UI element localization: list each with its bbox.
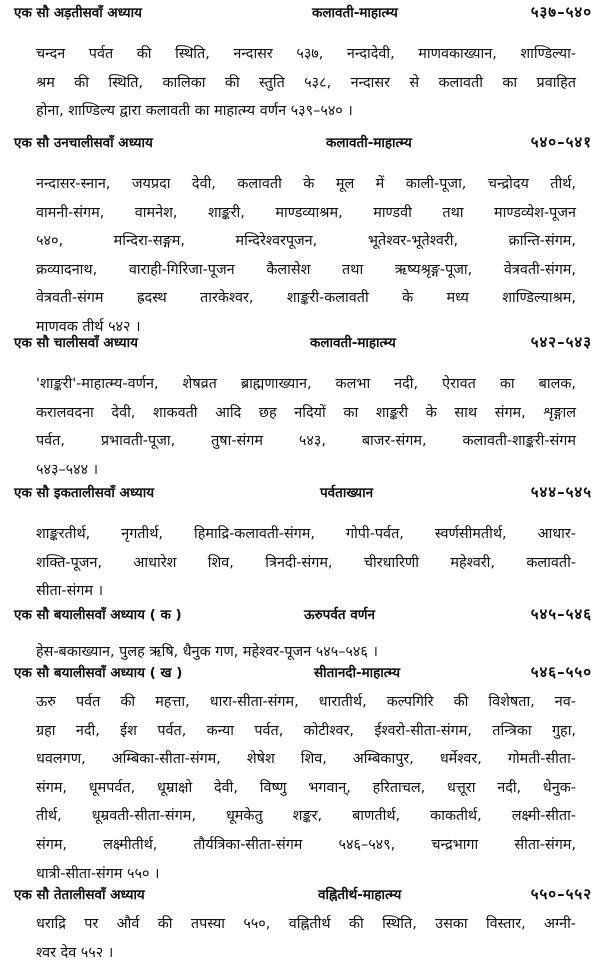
content-line: 'शाङ्करी'-माहात्म्य-वर्णन, शेषव्रत ब्राह्मणाख्यान, कलभा नदी, ऐरावत का बालक, (36, 376, 576, 392)
chapter-header (0, 882, 600, 906)
chapter-entry (0, 130, 600, 342)
content-line: संगम, धूमपर्वत, धूम्राक्षो देवी, विष्णु भगवान्, हरिताचल, धत्तूरा नदी, धेनुक- (36, 779, 576, 796)
chapter-title: सीतानदी-माहात्म्य (314, 665, 401, 681)
chapter-entry (0, 330, 600, 484)
chapter-entry (0, 480, 600, 606)
chapter-entry (0, 0, 600, 126)
content-line: ५४३–५४४ । (36, 461, 99, 478)
chapter-number: एक सौ चालीसवाँ अध्याय (14, 335, 138, 351)
content-line: शाङ्करतीर्थ, नृगतीर्थ, हिमाद्रि-कलावती-संगम, गोपी-पर्वत, स्वर्णसीमतीर्थ, आधार- (36, 526, 576, 542)
chapter-title: ऊरुपर्वत वर्णन (304, 607, 375, 623)
content-line: ऊरु पर्वत की महत्ता, धारा-सीता-संगम, धारातीर्थ, कल्पगिरि की विशेषता, नव- (36, 694, 576, 710)
content-line: सीता-संगम । (36, 583, 104, 600)
chapter-number: एक सौ उनचालीसवाँ अध्याय (14, 135, 153, 151)
content-line: माणवक तीर्थ ५४२ । (36, 318, 141, 335)
content-line: पर्वत, प्रभावती-पूजा, तुषा-संगम ५४३, बाजर-संगम, कलावती-शाङ्करी-संगम (36, 433, 576, 450)
content-line: क्रव्यादनाथ, वाराही-गिरिजा-पूजन कैलासेश तथा ऋष्यश्रृङ्ग-पूजा, वेत्रवती-संगम, (36, 261, 576, 278)
content-line: तीर्थ, धूम्रवती-सीता-संगम, धूमकेतु शङ्कर, बाणतीर्थ, काकतीर्थ, लक्ष्मी-सीता- (36, 808, 576, 825)
page-range: ५४०–५४१ (530, 133, 592, 151)
content-line: हेस-बकाख्यान, पुलह ऋषि, धैनुक गण, महेश्वर-पूजन ५४५–५४६ । (36, 644, 378, 660)
content-line: वामनी-संगम, वामनेश, शाङ्करी, माण्डव्याश्रम, माण्डवी तथा माण्डव्येश-पूजन (36, 204, 576, 221)
chapter-entry (0, 882, 600, 967)
chapter-header (0, 480, 600, 504)
chapter-title: कलावती-माहात्म्य (326, 135, 412, 151)
page-range: ५४५–५४६ (530, 605, 592, 623)
chapter-number: एक सौ अड़तीसवाँ अध्याय (14, 5, 142, 21)
content-line: नन्दासर-स्नान, जयप्रदा देवी, कलावती के मूल में काली-पूजा, चन्द्रोदय तीर्थ, (36, 176, 576, 192)
chapter-number: एक सौ इकतालीसवाँ अध्याय (14, 485, 155, 501)
content-line: धात्री-सीता-संगम ५५० । (36, 865, 160, 882)
chapter-title: वह्नितीर्थ-माहात्म्य (318, 887, 402, 903)
chapter-title: पर्वताख्यान (320, 485, 374, 501)
chapter-header (0, 660, 600, 684)
content-line: श्रम की स्थिति, कालिका की स्तुति ५३८, नन्दासर से कलावती का प्रवाहित (36, 74, 576, 91)
chapter-number: एक सौ बयालीसवाँ अध्याय ( ख ) (14, 665, 183, 681)
content-line: धराद्रि पर और्व की तपस्या ५५०, वह्नितीर्थ की स्थिति, उसका विस्तार, अग्नी- (36, 916, 576, 932)
page-range: ५४४–५४५ (530, 483, 592, 501)
content-line: होना, शाण्डिल्य द्वारा कलावती का माहात्म्य वर्णन ५३९–५४० । (36, 103, 353, 120)
chapter-header (0, 130, 600, 154)
content-line: वेत्रवती-संगम ह्रदस्थ तारकेश्वर, शाङ्करी-कलावती के मध्य शाण्डिल्याश्रम, (36, 290, 576, 307)
content-line: संगम, लक्ष्मीतीर्थ, तौर्यत्रिका-सीता-संगम ५४६–५४९, चन्द्रभागा सीता-संगम, (36, 836, 576, 853)
chapter-entry (0, 660, 600, 888)
chapter-title: कलावती-माहात्म्य (310, 335, 396, 351)
chapter-header (0, 602, 600, 626)
content-line: करालवदना देवी, शाकवती आदि छह नदियों का शाङ्करी के साथ संगम, शृङ्गाल (36, 404, 576, 421)
chapter-entry (0, 602, 600, 667)
chapter-title: कलावती-माहात्म्य (312, 5, 398, 21)
content-line: ग्रहा नदी, ईश पर्वत, कन्या पर्वत, कोटीश्वर, ईश्वरो-सीता-संगम, तन्त्रिका गुहा, (36, 722, 576, 739)
page-range: ५४२–५४३ (530, 333, 592, 351)
chapter-header (0, 0, 600, 24)
chapter-number: एक सौ बयालीसवाँ अध्याय ( क ) (14, 607, 182, 623)
chapter-number: एक सौ तेतालीसवाँ अध्याय (14, 887, 145, 903)
content-line: शक्ति-पूजन, आधारेश शिव, त्रिनदी-संगम, चीरधारिणी महेश्वरी, कलावती- (36, 554, 576, 571)
chapter-header (0, 330, 600, 354)
page-range: ५४६–५५० (530, 663, 592, 681)
page-range: ५५०–५५२ (530, 885, 592, 903)
content-line: ५४०, मन्दिरा-सङ्गम, मन्दिरेश्वरपूजन, भूतेश्वर-भूतेश्वरी, क्रान्ति-संगम, (36, 233, 576, 250)
page-range: ५३७–५४० (530, 3, 592, 21)
content-line: श्वर देव ५५२ । (36, 944, 114, 961)
content-line: धवलगण, अम्बिका-सीता-संगम, शेषेश शिव, अम्बिकापुर, धर्मेश्वर, गोमती-सीता- (36, 751, 576, 768)
content-line: चन्दन पर्वत की स्थिति, नन्दासर ५३७, नन्दादेवी, माणवकाख्यान, शाण्डिल्या- (36, 46, 576, 62)
